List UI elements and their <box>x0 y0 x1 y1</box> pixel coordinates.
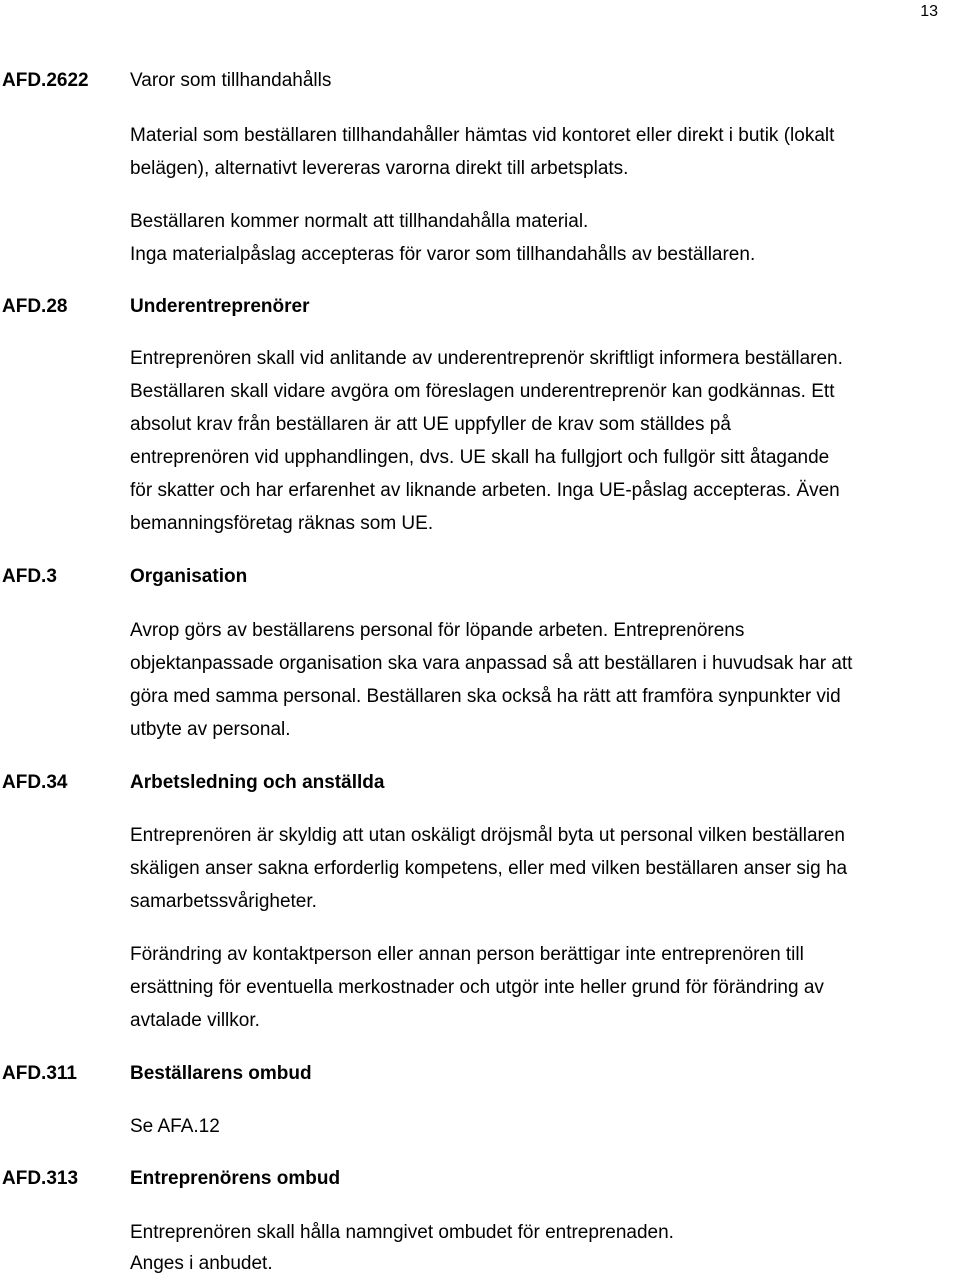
paragraph <box>130 342 956 540</box>
text-line: ersättning för eventuella merkostnader och utgör inte heller grund för förändring av <box>130 977 824 998</box>
text-line: Material som beställaren tillhandahåller hämtas vid kontoret eller direkt i butik (lokalt <box>130 125 835 146</box>
section-title-afd-313: Entreprenörens ombud <box>130 1168 341 1189</box>
text-line: Beställaren skall vidare avgöra om föreslagen underentreprenör kan godkännas. Ett <box>130 381 835 402</box>
paragraph <box>130 119 956 185</box>
section-code-afd-311: AFD.311 <box>2 1063 77 1084</box>
section-code-afd-313: AFD.313 <box>2 1168 79 1189</box>
section-title-afd-2622: Varor som tillhandahålls <box>130 70 332 91</box>
text-line: utbyte av personal. <box>130 719 291 740</box>
text-line: absolut krav från beställaren är att UE uppfyller de krav som ställdes på <box>130 414 731 435</box>
paragraph <box>130 205 956 271</box>
paragraph <box>130 614 956 746</box>
text-line: Entreprenören är skyldig att utan oskäligt dröjsmål byta ut personal vilken beställaren <box>130 825 845 846</box>
section-title-afd-34: Arbetsledning och anställda <box>130 772 385 793</box>
paragraph <box>130 1217 956 1279</box>
section-code-afd-3: AFD.3 <box>2 566 57 587</box>
text-line: belägen), alternativt levereras varorna direkt till arbetsplats. <box>130 158 629 179</box>
text-line: samarbetssvårigheter. <box>130 891 317 912</box>
text-line: Anges i anbudet. <box>130 1253 273 1274</box>
text-line: Inga materialpåslag accepteras för varor som tillhandahålls av beställaren. <box>130 244 756 265</box>
section-code-afd-2622: AFD.2622 <box>2 70 89 91</box>
page-number: 13 <box>920 3 938 20</box>
text-line: skäligen anser sakna erforderlig kompetens, eller med vilken beställaren anser sig ha <box>130 858 848 879</box>
paragraph <box>130 1110 956 1143</box>
text-line: Förändring av kontaktperson eller annan person berättigar inte entreprenören till <box>130 944 804 965</box>
text-line: Se AFA.12 <box>130 1116 220 1137</box>
section-title-afd-28: Underentreprenörer <box>130 296 310 317</box>
section-code-afd-34: AFD.34 <box>2 772 68 793</box>
text-line: Entreprenören skall hålla namngivet ombudet för entreprenaden. <box>130 1222 674 1243</box>
text-line: objektanpassade organisation ska vara anpassad så att beställaren i huvudsak har att <box>130 653 853 674</box>
text-line: Beställaren kommer normalt att tillhandahålla material. <box>130 211 589 232</box>
paragraph <box>130 938 956 1037</box>
text-line: entreprenören vid upphandlingen, dvs. UE skall ha fullgjort och fullgör sitt åtagande <box>130 447 830 468</box>
text-line: Entreprenören skall vid anlitande av underentreprenör skriftligt informera beställaren. <box>130 348 843 369</box>
text-line: avtalade villkor. <box>130 1010 260 1031</box>
section-title-afd-311: Beställarens ombud <box>130 1063 312 1084</box>
section-code-afd-28: AFD.28 <box>2 296 68 317</box>
paragraph <box>130 819 956 918</box>
section-title-afd-3: Organisation <box>130 566 248 587</box>
text-line: Avrop görs av beställarens personal för löpande arbeten. Entreprenörens <box>130 620 745 641</box>
text-line: göra med samma personal. Beställaren ska också ha rätt att framföra synpunkter vid <box>130 686 841 707</box>
text-line: bemanningsföretag räknas som UE. <box>130 513 434 534</box>
text-line: för skatter och har erfarenhet av liknande arbeten. Inga UE-påslag accepteras. Även <box>130 480 840 501</box>
